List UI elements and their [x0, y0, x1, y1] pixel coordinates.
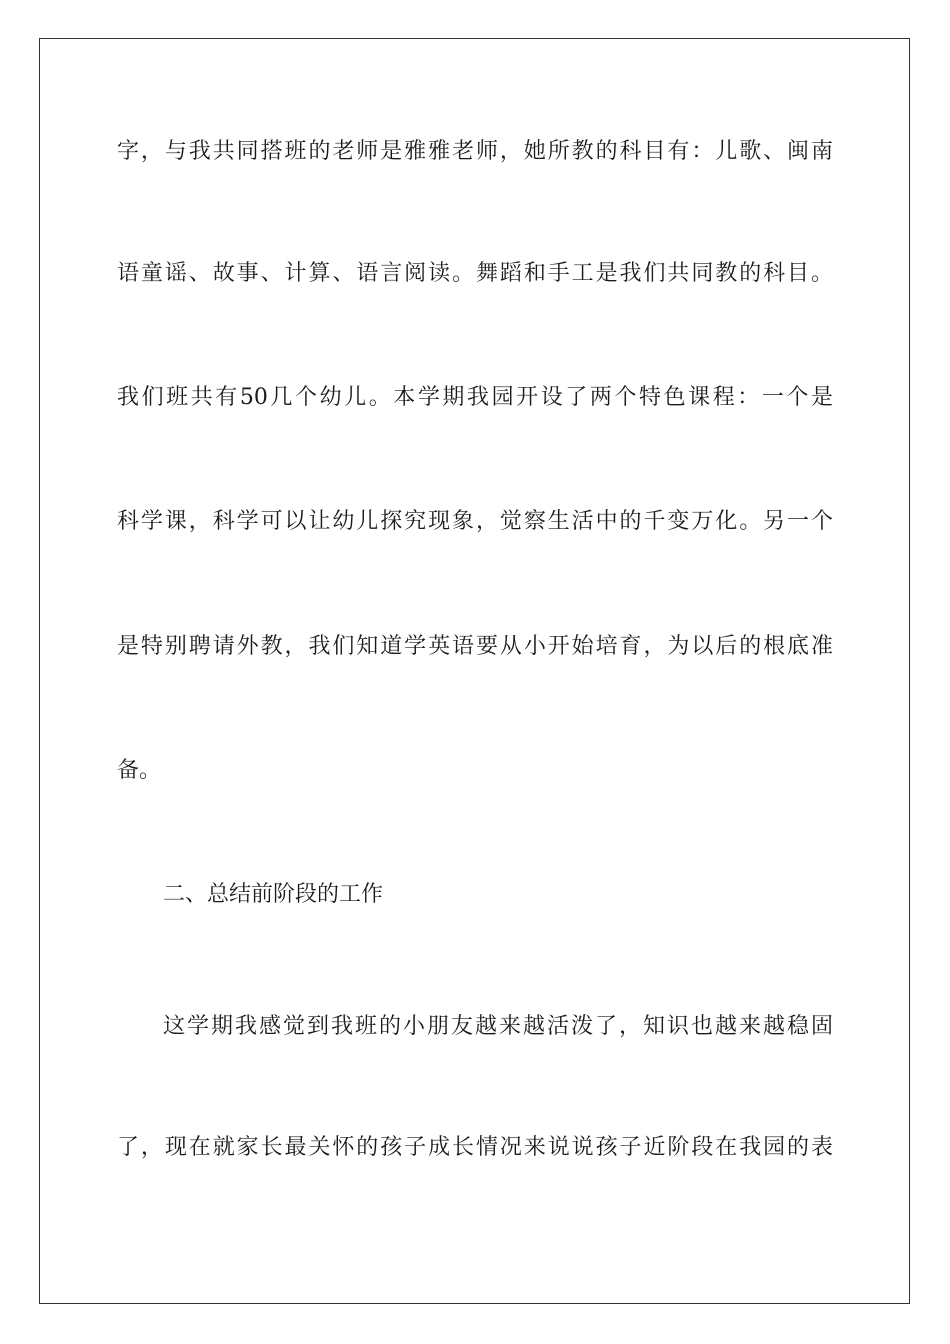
paragraph2-line-2: 了，现在就家长最关怀的孩子成长情况来说说孩子近阶段在我园的表: [117, 1135, 833, 1160]
page-frame: [39, 38, 910, 1304]
paragraph2-line-1: 这学期我感觉到我班的小朋友越来越活泼了，知识也越来越稳固: [163, 1014, 833, 1039]
body-text-line-2: 语童谣、故事、计算、语言阅读。舞蹈和手工是我们共同教的科目。: [117, 261, 833, 286]
body-text-line-5: 是特别聘请外教，我们知道学英语要从小开始培育，为以后的根底准: [117, 634, 833, 659]
body-text-line-1: 字，与我共同搭班的老师是雅雅老师，她所教的科目有：儿歌、闽南: [117, 139, 833, 164]
body-text-line-4: 科学课，科学可以让幼儿探究现象，觉察生活中的千变万化。另一个: [117, 509, 833, 534]
body-text-line-6: 备。: [117, 758, 162, 783]
body-text-line-3: 我们班共有50几个幼儿。本学期我园开设了两个特色课程：一个是: [117, 385, 833, 410]
section-heading: 二、总结前阶段的工作: [163, 882, 384, 907]
